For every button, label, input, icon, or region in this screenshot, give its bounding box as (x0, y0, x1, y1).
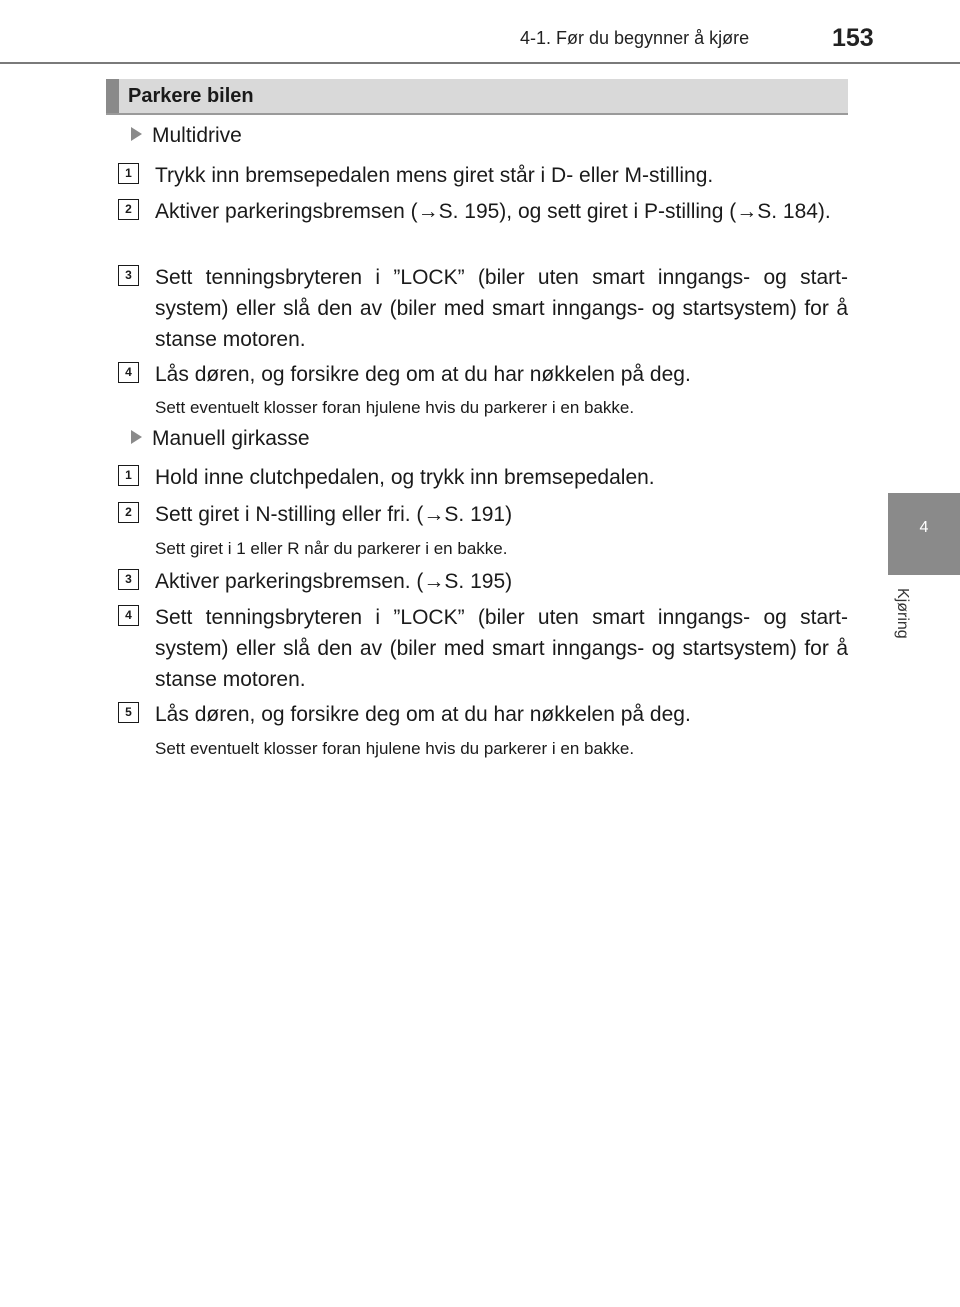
section-title-accent (106, 79, 119, 113)
header-section: 4-1. Før du begynner å kjøre (520, 28, 750, 48)
manual-step-1 (118, 462, 848, 493)
manual-heading-text: Manuell girkasse (152, 427, 310, 450)
manual-step-3 (118, 566, 848, 597)
header-rule (0, 62, 960, 64)
step-text: Sett giret i N-stilling eller fri. (→S. 191) (155, 503, 513, 526)
step-number: 3 (118, 265, 139, 286)
manual-step-5 (118, 699, 848, 730)
page-number: 153 (832, 24, 874, 52)
chapter-tab (888, 493, 960, 575)
step-text: Lås døren, og forsikre deg om at du har nøkkelen på deg. (155, 703, 691, 726)
step-text: Aktiver parkeringsbremsen (→S. 195), og sett giret i P-stilling (→S. 184). (155, 200, 831, 223)
chapter-label-text: Kjøring (894, 588, 911, 639)
triangle-bullet-icon (131, 430, 142, 444)
multidrive-step-4 (118, 359, 848, 390)
step-text: Lås døren, og forsikre deg om at du har nøkkelen på deg. (155, 363, 691, 386)
manual-note: Sett eventuelt klosser foran hjulene hvis du parkerer i en bakke. (155, 739, 635, 758)
step-number: 5 (118, 702, 139, 723)
triangle-bullet-icon (131, 127, 142, 141)
step-text: Hold inne clutchpedalen, og trykk inn bremsepedalen. (155, 466, 655, 489)
step-text: Sett tenningsbryteren i ”LOCK” (biler uten smart inngangs- og start-system) eller slå den av (biler med smart inngangs- og startsystem) for å stanse motoren. (155, 606, 848, 691)
multidrive-note: Sett eventuelt klosser foran hjulene hvis du parkerer i en bakke. (155, 398, 635, 417)
step-number: 4 (118, 362, 139, 383)
manual-note-step2: Sett giret i 1 eller R når du parkerer i en bakke. (155, 539, 508, 558)
step-number: 3 (118, 569, 139, 590)
manual-heading (131, 427, 310, 451)
step-text: Aktiver parkeringsbremsen. (→S. 195) (155, 570, 513, 593)
chapter-label (893, 588, 923, 658)
step-number: 4 (118, 605, 139, 626)
manual-step-4 (118, 602, 848, 695)
step-text: Trykk inn bremsepedalen mens giret står i D- eller M-stilling. (155, 164, 714, 187)
multidrive-heading-text: Multidrive (152, 124, 242, 147)
step-number: 2 (118, 199, 139, 220)
multidrive-step-3 (118, 262, 848, 355)
step-number: 2 (118, 502, 139, 523)
multidrive-step-1 (118, 160, 848, 191)
section-title-bar (106, 79, 848, 115)
multidrive-step-2 (118, 196, 848, 227)
section-title: Parkere bilen (128, 85, 254, 107)
chapter-number: 4 (919, 519, 929, 536)
step-number: 1 (118, 465, 139, 486)
multidrive-heading (131, 124, 242, 148)
step-text: Sett tenningsbryteren i ”LOCK” (biler uten smart inngangs- og start-system) eller slå den av (biler med smart inngangs- og startsystem) for å stanse motoren. (155, 266, 848, 351)
manual-step-2 (118, 499, 848, 530)
step-number: 1 (118, 163, 139, 184)
